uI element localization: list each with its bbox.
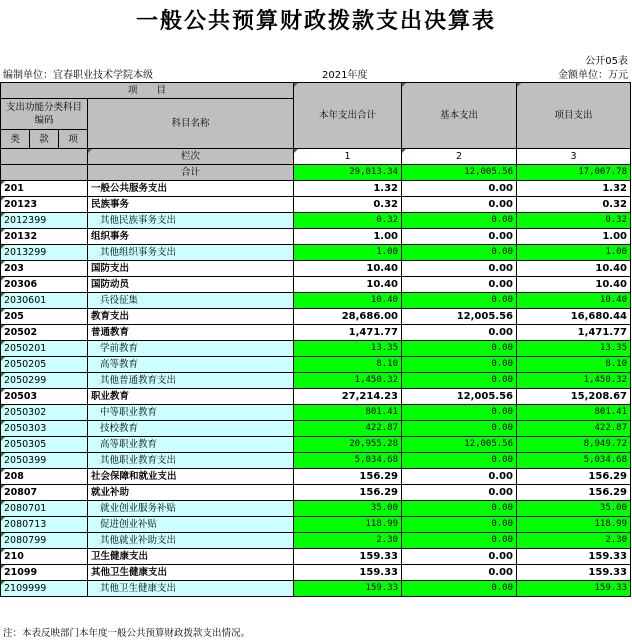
amount-total: 10.40 (294, 261, 402, 277)
column-number-1: 1 (294, 149, 402, 165)
amount-project: 159.33 (517, 565, 631, 581)
amount-basic: 0.00 (402, 517, 517, 533)
amount-total: 159.33 (294, 565, 402, 581)
table-row (1, 469, 631, 485)
subject-code: 208 (1, 469, 88, 485)
table-row (1, 405, 631, 421)
amount-basic: 0.00 (402, 229, 517, 245)
table-row (1, 277, 631, 293)
amount-project: 1.32 (517, 181, 631, 197)
subject-name: 普通教育 (88, 325, 294, 341)
report-title: 一般公共预算财政拨款支出决算表 (135, 8, 496, 34)
amount-total: 0.32 (294, 213, 402, 229)
amount-project: 156.29 (517, 469, 631, 485)
amount-basic: 0.00 (402, 293, 517, 309)
amount-basic: 12,005.56 (402, 309, 517, 325)
subject-code: 201 (1, 181, 88, 197)
subject-name: 中等职业教育 (88, 405, 294, 421)
subject-name: 高等职业教育 (88, 437, 294, 453)
subject-name: 就业补助 (88, 485, 294, 501)
table-row (1, 517, 631, 533)
amount-basic: 0.00 (402, 565, 517, 581)
table-row (1, 245, 631, 261)
subject-code: 205 (1, 309, 88, 325)
total-amount: 29,013.34 (294, 165, 402, 181)
amount-total: 10.40 (294, 293, 402, 309)
amount-basic: 0.00 (402, 501, 517, 517)
compiling-unit: 编制单位：宜春职业技术学院本级 (3, 70, 153, 81)
header-lei: 类 (1, 130, 30, 149)
expenditure-table (0, 82, 631, 597)
amount-total: 422.87 (294, 421, 402, 437)
subject-name: 社会保障和就业支出 (88, 469, 294, 485)
subject-code: 2050303 (1, 421, 88, 437)
header-col-basic: 基本支出 (402, 83, 517, 149)
table-row (1, 453, 631, 469)
subject-code: 2109999 (1, 581, 88, 597)
table-row (1, 325, 631, 341)
subject-code: 20807 (1, 485, 88, 501)
amount-total: 159.33 (294, 581, 402, 597)
subject-name: 技校教育 (88, 421, 294, 437)
column-number-blank (1, 149, 88, 165)
amount-project: 2.30 (517, 533, 631, 549)
header-name: 科目名称 (88, 99, 294, 149)
amount-total: 1.32 (294, 181, 402, 197)
amount-project: 159.33 (517, 549, 631, 565)
total-label: 合计 (88, 165, 294, 181)
subject-code: 2080799 (1, 533, 88, 549)
amount-basic: 0.00 (402, 261, 517, 277)
total-basic: 12,005.56 (402, 165, 517, 181)
subject-name: 卫生健康支出 (88, 549, 294, 565)
subject-name: 其他卫生健康支出 (88, 581, 294, 597)
amount-project: 1,450.32 (517, 373, 631, 389)
amount-total: 13.35 (294, 341, 402, 357)
footnote: 注：本表反映部门本年度一般公共预算财政拨款支出情况。 (3, 628, 251, 639)
amount-basic: 0.00 (402, 357, 517, 373)
amount-project: 8.10 (517, 357, 631, 373)
amount-project: 422.87 (517, 421, 631, 437)
table-row (1, 341, 631, 357)
amount-project: 1,471.77 (517, 325, 631, 341)
amount-total: 5,034.68 (294, 453, 402, 469)
amount-basic: 0.00 (402, 405, 517, 421)
form-number: 公开05表 (585, 56, 628, 67)
amount-total: 35.00 (294, 501, 402, 517)
amount-total: 0.32 (294, 197, 402, 213)
table-row (1, 501, 631, 517)
amount-project: 801.41 (517, 405, 631, 421)
amount-basic: 0.00 (402, 341, 517, 357)
amount-basic: 0.00 (402, 181, 517, 197)
amount-project: 5,034.68 (517, 453, 631, 469)
amount-total: 156.29 (294, 469, 402, 485)
header-xiang: 项 (59, 130, 88, 149)
amount-project: 8,949.72 (517, 437, 631, 453)
table-row (1, 229, 631, 245)
amount-total: 156.29 (294, 485, 402, 501)
subject-name: 职业教育 (88, 389, 294, 405)
subject-code: 2080701 (1, 501, 88, 517)
amount-project: 16,680.44 (517, 309, 631, 325)
amount-project: 13.35 (517, 341, 631, 357)
amount-project: 1.00 (517, 245, 631, 261)
total-row-blank (1, 165, 88, 181)
subject-name: 其他组织事务支出 (88, 245, 294, 261)
amount-project: 0.32 (517, 197, 631, 213)
amount-basic: 0.00 (402, 581, 517, 597)
amount-basic: 0.00 (402, 469, 517, 485)
amount-basic: 0.00 (402, 213, 517, 229)
subject-code: 2050299 (1, 373, 88, 389)
subject-name: 其他就业补助支出 (88, 533, 294, 549)
subject-name: 一般公共服务支出 (88, 181, 294, 197)
amount-total: 28,686.00 (294, 309, 402, 325)
amount-project: 10.40 (517, 277, 631, 293)
header-col-project: 项目支出 (517, 83, 631, 149)
amount-total: 1,471.77 (294, 325, 402, 341)
subject-code: 20123 (1, 197, 88, 213)
subject-name: 其他民族事务支出 (88, 213, 294, 229)
column-number-3: 3 (517, 149, 631, 165)
amount-project: 10.40 (517, 293, 631, 309)
subject-code: 21099 (1, 565, 88, 581)
amount-total: 20,955.28 (294, 437, 402, 453)
amount-basic: 12,005.56 (402, 389, 517, 405)
amount-project: 118.99 (517, 517, 631, 533)
amount-total: 1,450.32 (294, 373, 402, 389)
column-number-row (1, 149, 631, 165)
amount-project: 0.32 (517, 213, 631, 229)
subject-code: 210 (1, 549, 88, 565)
subject-name: 国防支出 (88, 261, 294, 277)
header-code: 支出功能分类科目编码 (1, 99, 88, 130)
amount-project: 10.40 (517, 261, 631, 277)
amount-total: 10.40 (294, 277, 402, 293)
amount-basic: 0.00 (402, 277, 517, 293)
table-row (1, 197, 631, 213)
subject-code: 20503 (1, 389, 88, 405)
table-row (1, 549, 631, 565)
subject-name: 民族事务 (88, 197, 294, 213)
subject-code: 2013299 (1, 245, 88, 261)
amount-basic: 0.00 (402, 325, 517, 341)
subject-name: 其他普通教育支出 (88, 373, 294, 389)
subject-code: 2012399 (1, 213, 88, 229)
subject-name: 其他职业教育支出 (88, 453, 294, 469)
subject-code: 2050201 (1, 341, 88, 357)
amount-project: 156.29 (517, 485, 631, 501)
subject-code: 20306 (1, 277, 88, 293)
header-kuan: 款 (30, 130, 59, 149)
table-row (1, 213, 631, 229)
amount-total: 801.41 (294, 405, 402, 421)
subject-code: 2050302 (1, 405, 88, 421)
column-label: 栏次 (88, 149, 294, 165)
table-row (1, 261, 631, 277)
table-row (1, 581, 631, 597)
amount-total: 118.99 (294, 517, 402, 533)
amount-total: 159.33 (294, 549, 402, 565)
amount-basic: 0.00 (402, 197, 517, 213)
header-row-item (1, 83, 631, 99)
amount-total: 27,214.23 (294, 389, 402, 405)
amount-basic: 0.00 (402, 373, 517, 389)
amount-basic: 0.00 (402, 453, 517, 469)
table-row (1, 421, 631, 437)
column-number-2: 2 (402, 149, 517, 165)
amount-basic: 0.00 (402, 421, 517, 437)
table-row (1, 437, 631, 453)
subject-code: 2050399 (1, 453, 88, 469)
subject-code: 20502 (1, 325, 88, 341)
table-row (1, 485, 631, 501)
amount-total: 2.30 (294, 533, 402, 549)
subject-name: 就业创业服务补贴 (88, 501, 294, 517)
subject-name: 学前教育 (88, 341, 294, 357)
subject-code: 2050205 (1, 357, 88, 373)
subject-name: 组织事务 (88, 229, 294, 245)
subject-code: 20132 (1, 229, 88, 245)
total-project: 17,007.78 (517, 165, 631, 181)
amount-total: 8.10 (294, 357, 402, 373)
table-row (1, 565, 631, 581)
table-row (1, 533, 631, 549)
table-row (1, 373, 631, 389)
amount-basic: 0.00 (402, 549, 517, 565)
subject-code: 2050305 (1, 437, 88, 453)
header-col-total: 本年支出合计 (294, 83, 402, 149)
report-meta (0, 66, 632, 80)
amount-project: 159.33 (517, 581, 631, 597)
subject-name: 教育支出 (88, 309, 294, 325)
table-row (1, 389, 631, 405)
amount-project: 1.00 (517, 229, 631, 245)
amount-total: 1.00 (294, 245, 402, 261)
subject-code: 2030601 (1, 293, 88, 309)
header-item: 项 目 (1, 83, 294, 99)
amount-total: 1.00 (294, 229, 402, 245)
table-row (1, 357, 631, 373)
subject-code: 2080713 (1, 517, 88, 533)
subject-name: 国防动员 (88, 277, 294, 293)
table-row (1, 309, 631, 325)
total-row (1, 165, 631, 181)
subject-name: 兵役征集 (88, 293, 294, 309)
subject-name: 其他卫生健康支出 (88, 565, 294, 581)
subject-code: 203 (1, 261, 88, 277)
amount-basic: 0.00 (402, 245, 517, 261)
fiscal-year: 2021年度 (322, 70, 368, 81)
amount-basic: 0.00 (402, 485, 517, 501)
table-row (1, 293, 631, 309)
subject-name: 高等教育 (88, 357, 294, 373)
amount-unit: 金额单位：万元 (558, 70, 628, 81)
table-row (1, 181, 631, 197)
amount-basic: 12,005.56 (402, 437, 517, 453)
subject-name: 促进创业补贴 (88, 517, 294, 533)
amount-project: 35.00 (517, 501, 631, 517)
amount-project: 15,208.67 (517, 389, 631, 405)
amount-basic: 0.00 (402, 533, 517, 549)
